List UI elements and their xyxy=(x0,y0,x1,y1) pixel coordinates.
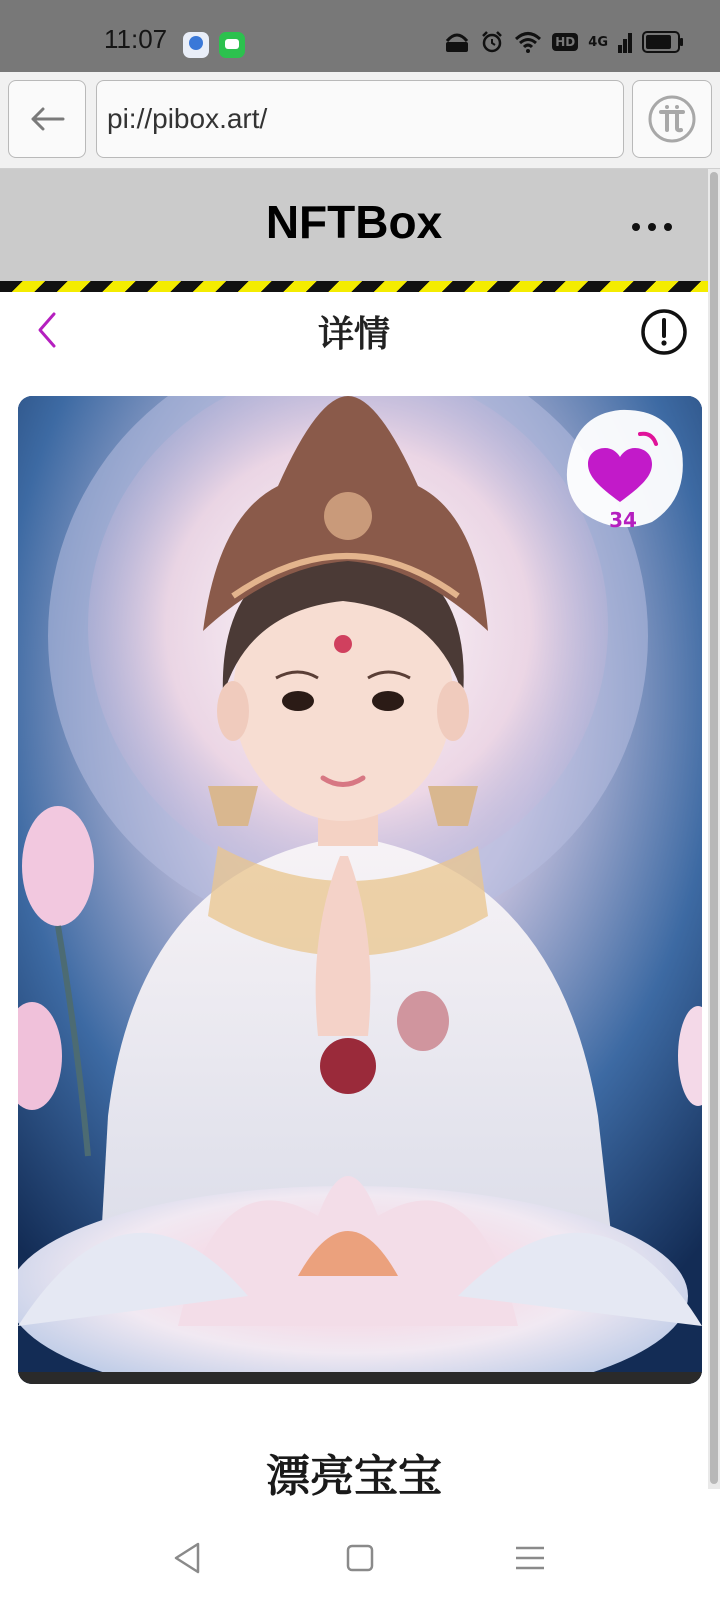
hazard-stripe xyxy=(0,281,708,292)
vpn-icon xyxy=(444,30,470,54)
more-options-button[interactable] xyxy=(632,207,672,247)
like-button[interactable] xyxy=(560,404,686,534)
network-type: 4G xyxy=(588,34,608,50)
pi-logo-icon xyxy=(647,94,697,144)
system-navigation-bar xyxy=(0,1516,720,1600)
arrow-left-icon xyxy=(29,107,65,131)
system-icons xyxy=(444,30,680,54)
app-header xyxy=(0,169,708,281)
hd-icon: HD xyxy=(552,33,578,51)
browser-toolbar xyxy=(0,72,720,169)
signal-icon xyxy=(618,31,632,53)
more-dot-icon xyxy=(664,223,672,231)
app-title: NFTBox xyxy=(265,196,443,248)
battery-icon xyxy=(642,31,680,53)
wifi-icon xyxy=(514,31,542,53)
scrollbar-thumb[interactable] xyxy=(710,172,718,1484)
detail-nav xyxy=(0,292,708,384)
more-dot-icon xyxy=(648,223,656,231)
status-time: 11:07 xyxy=(104,24,168,54)
nav-back-icon[interactable] xyxy=(168,1538,208,1578)
artwork-illustration xyxy=(18,396,702,1384)
report-icon[interactable] xyxy=(640,308,688,356)
nft-name: 漂亮宝宝 xyxy=(266,1451,442,1502)
url-field[interactable]: pi://pibox.art/ xyxy=(96,80,624,158)
nft-artwork-image[interactable] xyxy=(18,396,702,1384)
pi-wallet-button[interactable] xyxy=(632,80,712,158)
nav-home-icon[interactable] xyxy=(340,1538,380,1578)
alarm-icon xyxy=(480,30,504,54)
browser-back-button[interactable] xyxy=(8,80,86,158)
status-bar xyxy=(0,0,720,72)
heart-icon xyxy=(588,448,652,504)
notification-app-icon xyxy=(183,32,209,58)
page-title: 详情 xyxy=(317,314,390,355)
more-dot-icon xyxy=(632,223,640,231)
nav-menu-icon[interactable] xyxy=(510,1538,550,1578)
message-notification-icon xyxy=(219,32,245,58)
like-count: 34 xyxy=(609,508,637,532)
